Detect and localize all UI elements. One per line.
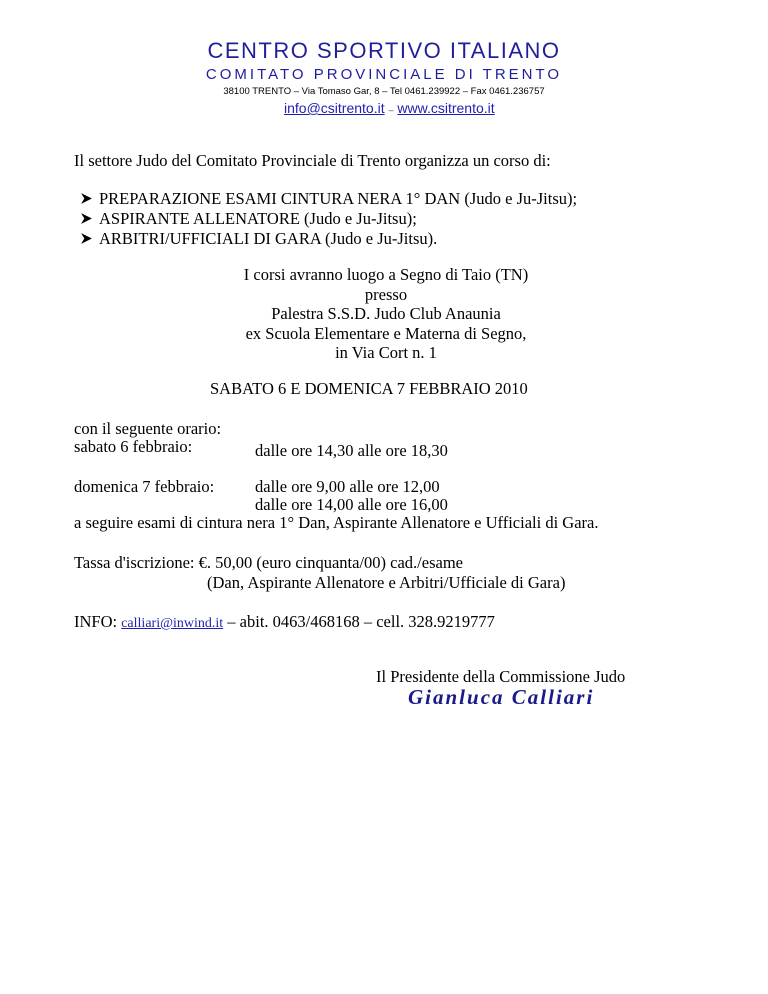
list-item — [80, 189, 577, 209]
schedule-intro: con il seguente orario: — [74, 419, 222, 438]
fee-detail: (Dan, Aspirante Allenatore e Arbitri/Ufficiale di Gara) — [207, 573, 566, 592]
sunday-label: domenica 7 febbraio: — [74, 477, 215, 496]
link-separator: – — [388, 105, 394, 115]
saturday-time: dalle ore 14,30 alle ore 18,30 — [255, 441, 448, 460]
info-email-link[interactable]: calliari@inwind.it — [121, 616, 224, 631]
event-dates: SABATO 6 E DOMENICA 7 FEBBRAIO 2010 — [210, 379, 528, 398]
course-list — [80, 189, 577, 249]
location-line: ex Scuola Elementare e Materna di Segno, — [245, 323, 527, 343]
info-phones: – abit. 0463/468168 – cell. 328.9219777 — [227, 612, 495, 631]
org-name: CENTRO SPORTIVO ITALIANO — [207, 38, 561, 63]
arrow-bullet-icon — [80, 212, 93, 225]
list-item — [80, 209, 577, 229]
committee-name: COMITATO PROVINCIALE DI TRENTO — [205, 66, 563, 83]
location-line: Palestra S.S.D. Judo Club Anaunia — [271, 304, 501, 323]
location-line: presso — [364, 284, 408, 304]
course-label: PREPARAZIONE ESAMI CINTURA NERA 1° DAN (Judo e Ju-Jitsu); — [99, 189, 578, 208]
saturday-label: sabato 6 febbraio: — [74, 437, 193, 456]
address-line: 38100 TRENTO – Via Tomaso Gar, 8 – Tel 0461.239922 – Fax 0461.236757 — [223, 86, 545, 97]
sunday-time-afternoon: dalle ore 14,00 alle ore 16,00 — [255, 495, 448, 514]
fee-line — [74, 553, 463, 573]
info-line — [74, 612, 495, 632]
location-block — [196, 265, 576, 363]
email-link[interactable]: info@csitrento.it — [284, 100, 385, 116]
sunday-time-morning: dalle ore 9,00 alle ore 12,00 — [255, 477, 440, 496]
website-link[interactable]: www.csitrento.it — [397, 100, 495, 116]
course-label: ASPIRANTE ALLENATORE (Judo e Ju-Jitsu); — [99, 209, 417, 228]
signature-title: Il Presidente della Commissione Judo — [376, 667, 626, 686]
course-label: ARBITRI/UFFICIALI DI GARA (Judo e Ju-Jitsu). — [99, 229, 438, 248]
fee-amount: €. 50,00 (euro cinquanta/00) cad./esame — [198, 553, 463, 572]
location-line: in Via Cort n. 1 — [335, 343, 437, 362]
info-label: INFO: — [74, 612, 118, 631]
arrow-bullet-icon — [80, 232, 93, 245]
fee-label: Tassa d'iscrizione: — [74, 553, 195, 572]
list-item — [80, 229, 577, 249]
arrow-bullet-icon — [80, 192, 93, 205]
location-line: I corsi avranno luogo a Segno di Taio (TN) — [243, 265, 529, 284]
header-links — [284, 100, 495, 116]
intro-text: Il settore Judo del Comitato Provinciale di Trento organizza un corso di: — [74, 151, 551, 170]
exams-note: a seguire esami di cintura nera 1° Dan, Aspirante Allenatore e Ufficiali di Gara. — [74, 513, 599, 532]
signature-name: Gianluca Calliari — [408, 685, 595, 709]
